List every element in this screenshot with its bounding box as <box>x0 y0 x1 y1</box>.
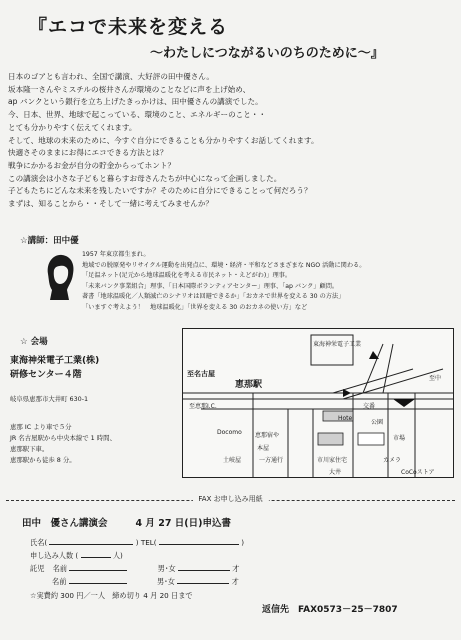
form-title-text: 田中 優さん講演会 <box>22 518 108 529</box>
intro-line: 快適さそのままにお得にエコできる方法とは？ <box>8 148 168 158</box>
map-label-venue: 東海神栄電子工業 <box>313 341 362 348</box>
venue-heading: ☆ 会場 <box>20 337 48 347</box>
intro-line: この講演会は小さな子どもと暮らすお母さんたちが中心になって企画しました。 <box>8 173 282 183</box>
map-label-docomo: Docomo <box>217 429 242 436</box>
map-label-doi: 土岐屋 <box>223 457 242 464</box>
venue-name-line: 東海神栄電子工業(株) <box>10 356 100 366</box>
count-field[interactable] <box>81 557 111 558</box>
speaker-portrait-illustration <box>40 252 78 302</box>
childcare-label: 託児 <box>30 564 45 573</box>
form-title <box>22 515 231 529</box>
child-age-field-1[interactable] <box>178 570 230 571</box>
child-gender-2[interactable]: 男･女 <box>156 577 175 586</box>
flyer-title: 『エコで未来を変える <box>28 16 229 38</box>
map-label-cocostore: CoCoストア <box>401 469 435 476</box>
intro-line: 子どもたちにどんな未来を残したいですか？そのために自分にできることって何だろう？ <box>8 186 312 196</box>
venue-name <box>10 354 99 382</box>
map-label-nagoya: 至名古屋 <box>187 370 215 378</box>
tel-close: ) <box>241 538 245 547</box>
intro-line: まずは、知ることから・・そして一緒に考えてみませんか？ <box>8 199 214 209</box>
intro-line: ap バンクという銀行を立ち上げたきっかけは、田中優さんの講演でした。 <box>8 97 263 107</box>
map-label-hotel: Hotel <box>338 415 354 422</box>
intro-line: そして、地球の未来のために、今すぐ自分にできることも分かりやすくお話してくれます。 <box>8 135 319 145</box>
bio-line: 「いますぐ考えよう！ 地球温暖化」「世界を変える 30 のおカネの使い方」など <box>82 303 308 311</box>
fax-divider <box>0 494 461 506</box>
tel-field[interactable] <box>159 544 239 545</box>
form-row-name <box>30 538 244 548</box>
map-label-camera: カメラ <box>383 457 402 464</box>
map-label-one-way: 一方通行 <box>259 457 284 464</box>
map-label-koban: 交番 <box>363 403 376 410</box>
bio-line: 「未来バンク事業組合」理事、「日本国際ボランティアセンター」理事、「ap バンク」顧問。 <box>82 282 339 290</box>
count-unit: 人) <box>112 551 123 560</box>
intro-line: 坂本隆一さんやミスチルの桜井さんが環境のことなどに声を上げ始め、 <box>8 84 251 94</box>
form-row-child-1 <box>30 564 239 574</box>
form-row-count <box>30 551 123 561</box>
name-label: 氏名( <box>30 538 48 547</box>
form-note: ☆実費約 300 円／一人 締め切り 4 月 20 日まで <box>30 591 193 600</box>
child-gender-1[interactable]: 男･女 <box>157 564 176 573</box>
bio-line: 地域での脱原発やリサイクル運動を出発点に、環境・経済・平和などさまざまな NGO 活動に関わる。 <box>82 261 366 269</box>
map-label-city-hall: 市川家住宅 <box>317 457 348 464</box>
child-age-field-2[interactable] <box>177 583 229 584</box>
map-label-ic: 至恵那I.C. <box>189 403 217 410</box>
fax-divider-label: FAX お申し込み用紙 <box>192 494 268 504</box>
venue-name-line: 研修センター４階 <box>10 370 82 380</box>
child-name-label: 名前 <box>52 577 67 586</box>
bio-line: 1957 年東京都生まれ。 <box>82 251 150 258</box>
intro-line: 今、日本、世界、地球で起こっている、環境のこと、エネルギーのこと・・ <box>8 110 267 120</box>
venue-access <box>10 422 116 466</box>
tel-label: ) TEL( <box>135 538 157 547</box>
map-label-park: 公園 <box>371 419 384 426</box>
child-name-field-2[interactable] <box>69 583 127 584</box>
age-unit-1: 才 <box>232 564 240 573</box>
count-label: 申し込み人数 ( <box>30 551 79 560</box>
map-label-ena-yado: 恵那宿や <box>255 432 280 439</box>
intro-line: 戦争にかかるお金が自分の貯金からってホント？ <box>8 160 176 170</box>
age-unit-2: 才 <box>231 577 239 586</box>
access-line: JR 名古屋駅から中央本線で 1 時間、 <box>10 434 116 442</box>
speaker-heading: ☆講師：田中優 <box>20 236 79 246</box>
child-name-label: 名前 <box>52 564 68 573</box>
child-name-field-1[interactable] <box>69 570 127 571</box>
access-line: 恵那駅から徒歩 8 分。 <box>10 456 76 464</box>
form-date: 4 月 27 日(日)申込書 <box>135 518 231 529</box>
bio-line: 「足温ネット(足元から地球温暖化を考える市民ネット・えどがわ)」理事。 <box>82 272 292 279</box>
speaker-bio <box>82 250 454 313</box>
intro-line: とても分かりやすく伝えてくれます。 <box>8 122 137 132</box>
map-label-ooi: 大井 <box>329 469 342 476</box>
map-label-to-chuo: 至中 <box>429 375 442 382</box>
intro-line: 日本のゴアとも言われ、全国で講演、大好評の田中優さん。 <box>8 72 214 81</box>
access-line: 恵那駅下車。 <box>10 445 49 453</box>
name-field[interactable] <box>49 544 133 545</box>
access-line: 恵那 IC より車で５分 <box>10 423 72 431</box>
flyer-subtitle: ～わたしにつながるいのちのために～』 <box>150 46 384 61</box>
intro-text <box>8 71 453 211</box>
reply-fax: 返信先 FAX0573－25－7807 <box>262 605 398 615</box>
map-label-honya: 本屋 <box>257 445 270 452</box>
map-label-market: 市場 <box>393 435 406 442</box>
form-row-child-2 <box>52 577 239 587</box>
access-map <box>182 328 454 478</box>
venue-address: 岐阜県恵那市大井町 630-1 <box>10 395 89 403</box>
map-label-station: 恵那駅 <box>235 380 263 390</box>
bio-line: 著書「地球温暖化／人類滅亡のシナリオは回避できるか」「おカネで世界を変える 30 の方法」 <box>82 293 345 300</box>
